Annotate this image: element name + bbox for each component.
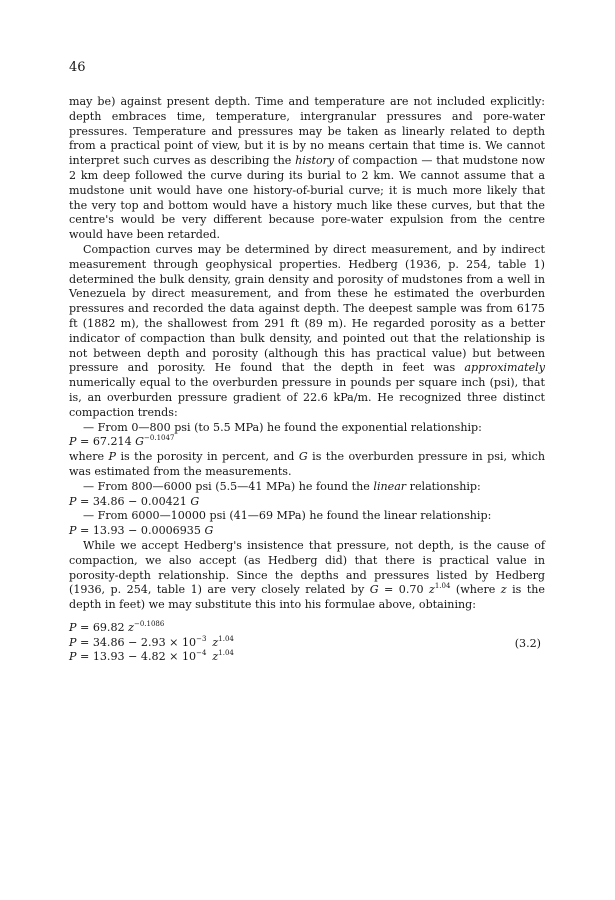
trend-1-text: — From 0—800 psi (to 5.5 MPa) he found the exponential relationship: — [83, 420, 482, 434]
trend-2-b: relationship: — [406, 479, 481, 493]
para3-a: While we accept Hedberg's insistence that pressure, not depth, is the cause of compaction, we also accept (as Hedberg did) that there is practical value in porosity-depth relationship. Since the depths and pressures listed by Hedberg (1936, p. 254, table 1) are very closely related by — [69, 538, 545, 597]
eq-var: G — [190, 494, 200, 508]
eq-exponent: 1.04 — [218, 634, 234, 643]
eq-var: z — [128, 620, 134, 634]
body-text — [69, 95, 545, 665]
equation-row-2 — [69, 636, 545, 651]
eq-var: G — [135, 435, 145, 449]
eq-lhs: P — [69, 435, 77, 449]
eq-power: −4 — [196, 649, 207, 658]
eq-rhs: = 34.86 − 2.93 × 10 — [76, 635, 197, 649]
where-var-g: G — [298, 450, 308, 464]
equation-system-3-2 — [69, 621, 545, 665]
equation-linear-1 — [69, 495, 545, 510]
eq-exponent: −0.1047 — [144, 434, 175, 443]
where-c: is the overburden pressure in psi, which was estimated from the measurements. — [69, 450, 545, 478]
eq-rhs: = 13.93 − 4.82 × 10 — [76, 650, 197, 664]
paragraph-text: may be) against present depth. Time and temperature are not included explicitly: depth embraces time, temperature, intergranular pressures and pore-water pressures. Temperature and pressures may be taken as linearly related to depth from a practical point of view, but it is by no means certain that time is. We cannot interpret such curves as describing the — [69, 95, 545, 168]
paragraph-text-end: numerically equal to the overburden pressure in pounds per square inch (psi), that is, an overburden pressure gradient of 22.6 kPa/m. He recognized three distinct compaction trends: — [69, 376, 545, 419]
paragraph-hedberg — [69, 243, 545, 421]
eq-lhs: P — [69, 524, 77, 538]
where-a: where — [69, 450, 109, 464]
emphasis-approximately: approximately — [464, 361, 545, 375]
para3-c: (where — [450, 583, 501, 597]
paragraph-text-end: of compaction — that mudstone now 2 km deep followed the curve during its burial to 2 km. We cannot assume that a mudstone unit would have one history-of-burial curve; it is much more likely that the very top and bottom would have a history much like these curves, but that the centre's would be very different because pore-water expulsion from the centre would have been retarded. — [69, 154, 545, 242]
equation-exponential — [69, 435, 545, 450]
eq-exponent: 1.04 — [218, 649, 234, 658]
para3-var-z: z — [428, 583, 435, 597]
paragraph-substitution — [69, 539, 545, 613]
para3-exponent: 1.04 — [434, 582, 451, 591]
equation-row-1 — [69, 621, 545, 636]
eq-rhs: = 34.86 − 0.00421 — [76, 494, 191, 508]
where-text — [69, 450, 545, 480]
eq-var: z — [212, 635, 219, 649]
eq-rhs: = 67.214 — [76, 435, 136, 449]
eq-rhs: = 13.93 − 0.0006935 — [76, 524, 205, 538]
para3-var-g: G — [369, 583, 379, 597]
para3-d: is the depth in feet) we may substitute this into his formulae above, obtaining: — [69, 583, 545, 612]
paragraph-continuation — [69, 95, 545, 243]
trend-3-text: — From 6000—10000 psi (41—69 MPa) he found the linear relationship: — [83, 509, 492, 523]
eq-var: z — [212, 650, 219, 664]
equation-row-3 — [69, 650, 545, 665]
trend-2-text — [69, 480, 545, 495]
para3-var-z2: z — [500, 583, 507, 597]
eq-lhs: P — [69, 635, 77, 649]
eq-lhs: P — [69, 620, 77, 634]
page-number: 46 — [69, 60, 86, 75]
emphasis-history: history — [295, 154, 335, 168]
trend-2-a: — From 800—6000 psi (5.5—41 MPa) he found the — [83, 479, 374, 493]
para3-b: = 0.70 — [378, 583, 429, 597]
eq-var: G — [204, 524, 214, 538]
eq-lhs: P — [69, 494, 77, 508]
eq-power: −3 — [196, 634, 207, 643]
equation-number: (3.2) — [514, 636, 541, 650]
eq-exponent: −0.1086 — [133, 619, 165, 628]
eq-rhs: = 69.82 — [76, 620, 129, 634]
paragraph-text: Compaction curves may be determined by direct measurement, and by indirect measurement through geophysical properties. Hedberg (1936, p. 254, table 1) determined the bulk density, grain density and porosity of mudstones from a well in Venezuela by direct measurement, and from these he estimated the overburden pressures and recorded the data against depth. The deepest sample was from 6175 ft (1882 m), the shallowest from 291 ft (89 m). He regarded porosity as a better indicator of compaction than bulk density, and pointed out that the relationship is not between depth and porosity (although this has practical value) but between pressure and porosity. He found that the depth in feet was — [69, 242, 545, 375]
where-b: is the porosity in percent, and — [116, 450, 299, 464]
equation-linear-2 — [69, 524, 545, 539]
eq-lhs: P — [69, 650, 77, 664]
emphasis-linear: linear — [373, 479, 407, 493]
where-var-p: P — [108, 450, 117, 464]
